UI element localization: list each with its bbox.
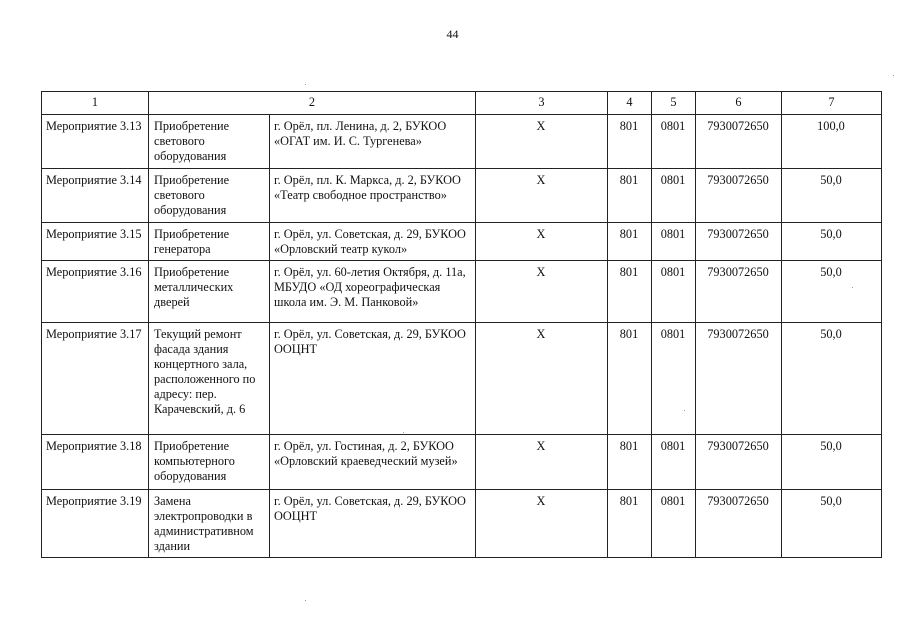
- amount-cell: 100,0: [782, 115, 882, 169]
- col4-cell: 801: [608, 261, 652, 323]
- address-cell: г. Орёл, ул. Советская, д. 29, БУКОО «Орловский театр кукол»: [270, 223, 476, 261]
- table-row: [42, 261, 882, 323]
- header-cell-5: 5: [652, 92, 696, 115]
- scan-speck: [305, 84, 306, 85]
- col5-cell: 0801: [652, 223, 696, 261]
- scan-speck: [305, 600, 306, 601]
- table-row: [42, 490, 882, 558]
- col4-cell: 801: [608, 490, 652, 558]
- amount-cell: 50,0: [782, 169, 882, 223]
- name-cell: Приобретение светового оборудования: [149, 169, 270, 223]
- page-number: 44: [446, 27, 459, 41]
- col6-cell: 7930072650: [696, 169, 782, 223]
- col6-cell: 7930072650: [696, 490, 782, 558]
- header-row: [42, 92, 882, 115]
- address-cell: г. Орёл, ул. 60-летия Октября, д. 11а, МБУДО «ОД хореографическая школа им. Э. М. Панковой»: [270, 261, 476, 323]
- col4-cell: 801: [608, 115, 652, 169]
- table-row: [42, 435, 882, 490]
- header-cell-7: 7: [782, 92, 882, 115]
- col6-cell: 7930072650: [696, 223, 782, 261]
- header-cell-2: 2: [149, 92, 476, 115]
- col5-cell: 0801: [652, 261, 696, 323]
- col5-cell: 0801: [652, 490, 696, 558]
- table-row: [42, 223, 882, 261]
- amount-cell: 50,0: [782, 223, 882, 261]
- col4-cell: 801: [608, 223, 652, 261]
- col5-cell: 0801: [652, 435, 696, 490]
- col3-cell: Х: [476, 223, 608, 261]
- name-cell: Приобретение металлических дверей: [149, 261, 270, 323]
- name-cell: Приобретение компьютерного оборудования: [149, 435, 270, 490]
- col4-cell: 801: [608, 435, 652, 490]
- name-cell: Замена электропроводки в административном здании: [149, 490, 270, 558]
- name-cell: Текущий ремонт фасада здания концертного зала, расположенного по адресу: пер. Карачевский, д. 6: [149, 323, 270, 435]
- address-cell: г. Орёл, ул. Советская, д. 29, БУКОО ООЦНТ: [270, 490, 476, 558]
- header-cell-4: 4: [608, 92, 652, 115]
- address-cell: г. Орёл, пл. Ленина, д. 2, БУКОО «ОГАТ им. И. С. Тургенева»: [270, 115, 476, 169]
- scan-speck: [893, 75, 894, 76]
- budget-table: [41, 91, 882, 558]
- amount-cell: 50,0: [782, 490, 882, 558]
- amount-cell: 50,0: [782, 323, 882, 435]
- col6-cell: 7930072650: [696, 261, 782, 323]
- table-row: [42, 323, 882, 435]
- col5-cell: 0801: [652, 169, 696, 223]
- col3-cell: Х: [476, 323, 608, 435]
- header-cell-3: 3: [476, 92, 608, 115]
- address-cell: г. Орёл, пл. К. Маркса, д. 2, БУКОО «Театр свободное пространство»: [270, 169, 476, 223]
- table-row: [42, 115, 882, 169]
- col5-cell: 0801: [652, 323, 696, 435]
- table-row: [42, 169, 882, 223]
- event-cell: Мероприятие 3.19: [42, 490, 149, 558]
- col3-cell: Х: [476, 115, 608, 169]
- scan-speck: [852, 287, 853, 288]
- name-cell: Приобретение генератора: [149, 223, 270, 261]
- name-cell: Приобретение светового оборудования: [149, 115, 270, 169]
- col3-cell: Х: [476, 261, 608, 323]
- col6-cell: 7930072650: [696, 323, 782, 435]
- address-cell: г. Орёл, ул. Гостиная, д. 2, БУКОО «Орловский краеведческий музей»: [270, 435, 476, 490]
- amount-cell: 50,0: [782, 261, 882, 323]
- col4-cell: 801: [608, 323, 652, 435]
- col4-cell: 801: [608, 169, 652, 223]
- event-cell: Мероприятие 3.13: [42, 115, 149, 169]
- amount-cell: 50,0: [782, 435, 882, 490]
- event-cell: Мероприятие 3.15: [42, 223, 149, 261]
- header-cell-1: 1: [42, 92, 149, 115]
- event-cell: Мероприятие 3.16: [42, 261, 149, 323]
- col6-cell: 7930072650: [696, 435, 782, 490]
- event-cell: Мероприятие 3.14: [42, 169, 149, 223]
- col6-cell: 7930072650: [696, 115, 782, 169]
- address-cell: г. Орёл, ул. Советская, д. 29, БУКОО ООЦНТ: [270, 323, 476, 435]
- col3-cell: Х: [476, 490, 608, 558]
- col3-cell: Х: [476, 169, 608, 223]
- col3-cell: Х: [476, 435, 608, 490]
- scan-speck: [403, 432, 404, 433]
- event-cell: Мероприятие 3.18: [42, 435, 149, 490]
- header-cell-6: 6: [696, 92, 782, 115]
- event-cell: Мероприятие 3.17: [42, 323, 149, 435]
- col5-cell: 0801: [652, 115, 696, 169]
- scan-speck: [684, 410, 685, 411]
